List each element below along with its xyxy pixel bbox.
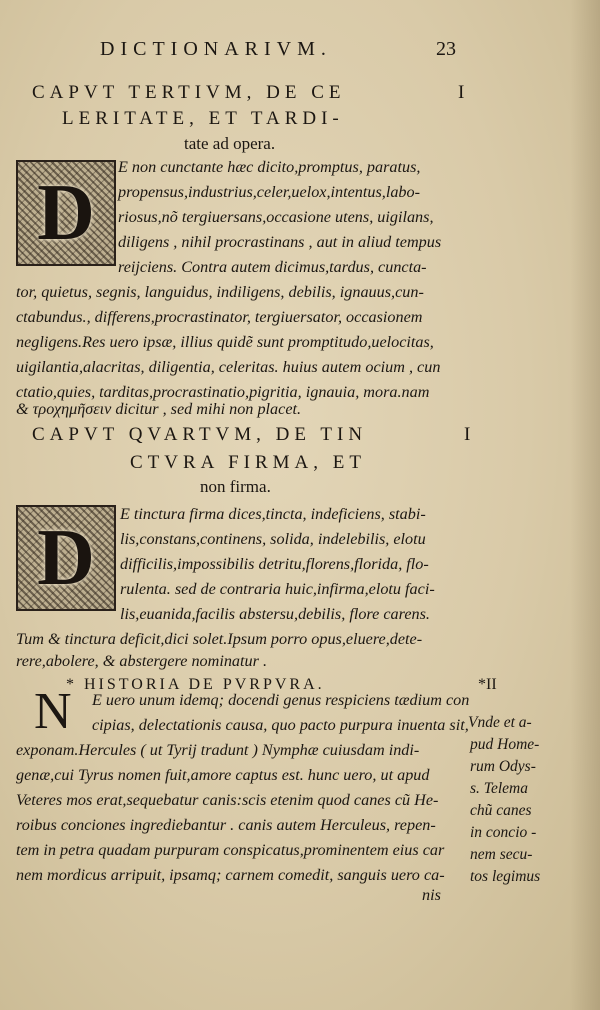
chapter3-line-1: E non cunctante hæc dicito,promptus, paratus, bbox=[118, 158, 421, 176]
chapter4-line-7: rere,abolere, & abstergere nominatur . bbox=[16, 652, 268, 670]
decorated-initial-d-2 bbox=[16, 505, 116, 611]
margin-note-line-5: chũ canes bbox=[470, 802, 532, 819]
initial-d-letter: D bbox=[37, 168, 95, 257]
chapter3-line-6: tor, quietus, segnis, languidus, indiligens, debilis, ignauus,cun- bbox=[16, 283, 424, 301]
historia-line-4: genæ,cui Tyrus nomen fuit,amore captus est. hunc uero, ut apud bbox=[16, 766, 430, 784]
historia-title: * HISTORIA DE PVRPVRA. bbox=[66, 676, 325, 693]
chapter3-line-4: diligens , nihil procrastinans , aut in aliud tempus bbox=[118, 233, 442, 251]
initial-d-letter-2: D bbox=[37, 513, 95, 602]
historia-line-9: nis bbox=[422, 886, 441, 904]
chapter4-title-line-2: CTVRA FIRMA, ET bbox=[130, 452, 366, 473]
historia-marker: *II bbox=[478, 676, 497, 693]
margin-note-line-1: Vnde et a- bbox=[468, 714, 532, 731]
historia-line-8: nem mordicus arripuit, ipsamq; carnem comedit, sanguis uero ca- bbox=[16, 866, 445, 884]
chapter4-title-mark: I bbox=[464, 424, 476, 445]
chapter3-line-2: propensus,industrius,celer,uelox,intentus,labo- bbox=[118, 183, 420, 201]
historia-line-3: exponam.Hercules ( ut Tyrij tradunt ) Nymphæ cuiusdam indi- bbox=[16, 741, 420, 759]
chapter4-line-3: difficilis,impossibilis detritu,florens,florida, flo- bbox=[120, 555, 429, 573]
historia-line-2: cipias, delectationis causa, quo pacto purpura inuenta sit, bbox=[92, 716, 469, 734]
chapter3-line-7: ctabundus., differens,procrastinator, tergiuersator, occasionem bbox=[16, 308, 423, 326]
initial-n: N bbox=[34, 683, 72, 740]
chapter3-title-line-1: CAPVT TERTIVM, DE CE bbox=[32, 82, 346, 103]
margin-note-line-6: in concio - bbox=[470, 824, 537, 841]
historia-line-6: roibus conciones ingrediebantur . canis autem Herculeus, repen- bbox=[16, 816, 436, 834]
margin-note-line-3: rum Odys- bbox=[470, 758, 536, 775]
chapter3-line-10: ctatio,quies, tarditas,procrastinatio,pigritia, ignauia, mora.nam bbox=[16, 383, 430, 401]
chapter4-title-line-3: non firma. bbox=[200, 477, 271, 496]
margin-note-line-7: nem secu- bbox=[470, 846, 533, 863]
chapter4-line-5: lis,euanida,facilis abstersu,debilis, flore carens. bbox=[120, 605, 430, 623]
chapter4-line-1: E tinctura firma dices,tincta, indeficiens, stabi- bbox=[120, 505, 426, 523]
chapter3-line-3: riosus,nõ tergiuersans,occasione utens, uigilans, bbox=[118, 208, 434, 226]
chapter3-title-line-3: tate ad opera. bbox=[184, 134, 276, 153]
chapter3-line-8: negligens.Res uero ipsæ, illius quidẽ sunt promptitudo,uelocitas, bbox=[16, 333, 434, 351]
historia-line-1: E uero unum idemq; docendi genus respiciens tædium con bbox=[92, 691, 470, 709]
chapter3-line-11: & τροχημῆσειν dicitur , sed mihi non placet. bbox=[16, 400, 302, 418]
chapter4-line-2: lis,constans,continens, solida, indelebilis, elotu bbox=[120, 530, 426, 548]
chapter3-title-mark: I bbox=[458, 82, 470, 103]
running-title: DICTIONARIVM. bbox=[100, 38, 332, 60]
historia-line-5: Veteres mos erat,sequebatur canis:scis etenim quod canes cũ He- bbox=[16, 791, 439, 809]
historia-line-7: tem in petra quadam purpuram conspicatus,prominentem eius car bbox=[16, 841, 445, 859]
decorated-initial-d bbox=[16, 160, 116, 266]
chapter4-line-4: rulenta. sed de contraria huic,infirma,elotu faci- bbox=[120, 580, 435, 598]
chapter3-line-5: reijciens. Contra autem dicimus,tardus, cuncta- bbox=[118, 258, 427, 276]
margin-note-line-2: pud Home- bbox=[470, 736, 540, 753]
margin-note-line-4: s. Telema bbox=[470, 780, 528, 797]
chapter3-line-9: uigilantia,alacritas, diligentia, celeritas. huius autem ocium , cun bbox=[16, 358, 441, 376]
chapter4-line-6: Tum & tinctura deficit,dici solet.Ipsum porro opus,eluere,dete- bbox=[16, 630, 423, 648]
page-number: 23 bbox=[436, 38, 456, 60]
chapter3-title-line-2: LERITATE, ET TARDI- bbox=[62, 108, 344, 129]
margin-note-line-8: tos legimus bbox=[470, 868, 541, 885]
chapter4-title-line-1: CAPVT QVARTVM, DE TIN bbox=[32, 424, 368, 445]
